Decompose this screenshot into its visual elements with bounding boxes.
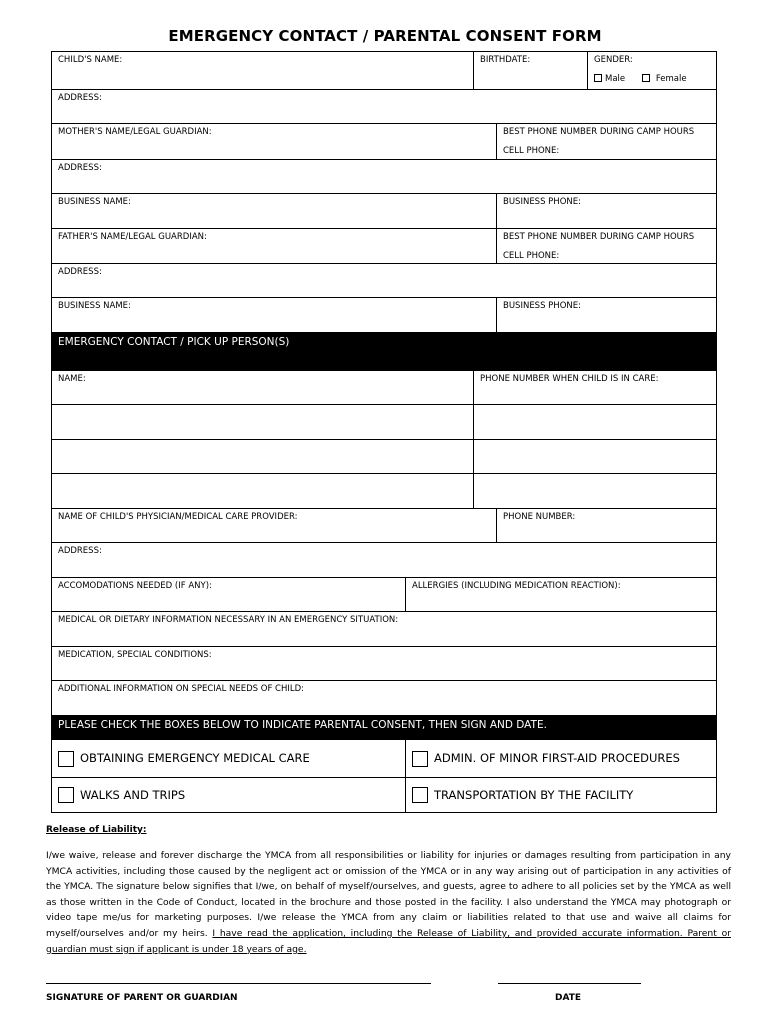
first-aid-checkbox[interactable]	[412, 751, 428, 767]
transportation-label: TRANSPORTATION BY THE FACILITY	[434, 787, 634, 802]
child-row	[52, 52, 716, 90]
physician-phone-field[interactable]	[496, 509, 716, 542]
consent-form	[51, 51, 717, 813]
form-title: EMERGENCY CONTACT / PARENTAL CONSENT FORM	[168, 27, 602, 45]
physician-address-label: ADDRESS:	[58, 546, 102, 556]
first-aid-label: ADMIN. OF MINOR FIRST-AID PROCEDURES	[434, 751, 680, 765]
father-business-row	[52, 298, 716, 333]
mother-cell-phone-label: CELL PHONE:	[503, 146, 560, 156]
mother-business-row	[52, 194, 716, 229]
physician-row	[52, 509, 716, 543]
emergency-name-field-3[interactable]	[52, 440, 473, 473]
date-line[interactable]	[498, 983, 641, 984]
childs-name-field[interactable]	[52, 52, 473, 89]
mother-name-field[interactable]	[52, 124, 496, 159]
signature-label: SIGNATURE OF PARENT OR GUARDIAN	[46, 993, 238, 1003]
emergency-phone-label: PHONE NUMBER WHEN CHILD IS IN CARE:	[480, 374, 659, 384]
release-heading: Release of Liability:	[46, 825, 147, 835]
father-address-field[interactable]	[52, 264, 716, 297]
gender-field	[587, 52, 716, 89]
signature-line[interactable]	[46, 983, 431, 984]
child-address-row	[52, 90, 716, 124]
father-row	[52, 229, 716, 264]
father-address-label: ADDRESS:	[58, 267, 102, 277]
father-cell-phone-label: CELL PHONE:	[503, 251, 560, 261]
physician-phone-label: PHONE NUMBER:	[503, 512, 576, 522]
dietary-row	[52, 612, 716, 647]
emergency-name-field-4[interactable]	[52, 474, 473, 508]
emergency-phone-field[interactable]	[473, 371, 716, 404]
accommodations-label: ACCOMODATIONS NEEDED (IF ANY):	[58, 581, 212, 591]
female-checkbox[interactable]	[642, 74, 650, 82]
medication-field[interactable]	[52, 647, 716, 680]
mother-row	[52, 124, 716, 160]
emergency-care-checkbox[interactable]	[58, 751, 74, 767]
mother-address-row	[52, 160, 716, 194]
special-needs-row	[52, 681, 716, 716]
physician-address-field[interactable]	[52, 543, 716, 577]
dietary-label: MEDICAL OR DIETARY INFORMATION NECESSARY IN AN EMERGENCY SITUATION:	[58, 615, 399, 625]
consent-header: PLEASE CHECK THE BOXES BELOW TO INDICATE PARENTAL CONSENT, THEN SIGN AND DATE.	[52, 716, 716, 740]
child-address-label: ADDRESS:	[58, 93, 102, 103]
emergency-name-label: NAME:	[58, 374, 86, 384]
date-label: DATE	[555, 993, 582, 1003]
walks-trips-checkbox[interactable]	[58, 787, 74, 803]
consent-transportation[interactable]	[405, 778, 716, 812]
father-address-row	[52, 264, 716, 298]
consent-row-1	[52, 740, 716, 778]
emergency-name-field[interactable]	[52, 371, 473, 404]
father-business-name-field[interactable]	[52, 298, 496, 332]
birthdate-field[interactable]	[473, 52, 587, 89]
emergency-contact-row-4	[52, 474, 716, 509]
father-name-field[interactable]	[52, 229, 496, 263]
mother-business-name-label: BUSINESS NAME:	[58, 197, 131, 207]
emergency-phone-field-2[interactable]	[473, 405, 716, 439]
accommodations-row	[52, 578, 716, 612]
dietary-field[interactable]	[52, 612, 716, 646]
emergency-contact-row-2	[52, 405, 716, 440]
mother-address-label: ADDRESS:	[58, 163, 102, 173]
release-text-underlined: I have read the application, including the Release of Liability, and provided accurate information. Parent or guardian must sign if applicant is under 18 years of age.	[46, 927, 731, 955]
father-name-label: FATHER'S NAME/LEGAL GUARDIAN:	[58, 232, 207, 242]
allergies-field[interactable]	[405, 578, 716, 611]
childs-name-label: CHILD'S NAME:	[58, 55, 123, 65]
mother-address-field[interactable]	[52, 160, 716, 193]
father-business-phone-field[interactable]	[496, 298, 716, 332]
medication-row	[52, 647, 716, 681]
release-text: I/we waive, release and forever discharge the YMCA from all responsibilities or liability for injuries or damages resulting from participation in any YMCA activities, including those caused by the negligent act or omission of the YMCA or in any way arising out of participation in any activities of the YMCA. The signature below signifies that I/we, on behalf of myself/ourselves, and guests, agree to adhere to all policies set by the YMCA as well as those written in the Code of Conduct, located in the brochure and those posted in the facility. I also understand the YMCA may photograph or video tape me/us for marketing purposes. I/we release the YMCA from any claim or liabilities related to that use and waive all claims for myself/ourselves and/or my heirs.	[46, 850, 731, 939]
father-business-phone-label: BUSINESS PHONE:	[503, 301, 581, 311]
mother-best-phone-label: BEST PHONE NUMBER DURING CAMP HOURS	[503, 127, 695, 137]
emergency-label-row	[52, 371, 716, 405]
physician-name-field[interactable]	[52, 509, 496, 542]
special-needs-label: ADDITIONAL INFORMATION ON SPECIAL NEEDS OF CHILD:	[58, 684, 305, 694]
emergency-phone-field-4[interactable]	[473, 474, 716, 508]
mother-business-name-field[interactable]	[52, 194, 496, 228]
child-address-field[interactable]	[52, 90, 716, 123]
emergency-phone-field-3[interactable]	[473, 440, 716, 473]
physician-address-row	[52, 543, 716, 578]
male-checkbox[interactable]	[594, 74, 602, 82]
special-needs-field[interactable]	[52, 681, 716, 715]
male-label: Male	[605, 74, 626, 84]
mother-phone-field[interactable]	[496, 124, 716, 159]
emergency-name-field-2[interactable]	[52, 405, 473, 439]
female-label: Female	[655, 74, 687, 84]
birthdate-label: BIRTHDATE:	[480, 55, 531, 65]
transportation-checkbox[interactable]	[412, 787, 428, 803]
emergency-care-label: OBTAINING EMERGENCY MEDICAL CARE	[80, 751, 310, 765]
release-body	[46, 848, 731, 957]
mother-business-phone-field[interactable]	[496, 194, 716, 228]
medication-label: MEDICATION, SPECIAL CONDITIONS:	[58, 650, 212, 660]
gender-label: GENDER:	[594, 55, 633, 65]
emergency-contact-row-3	[52, 440, 716, 474]
accommodations-field[interactable]	[52, 578, 405, 611]
father-best-phone-label: BEST PHONE NUMBER DURING CAMP HOURS	[503, 232, 695, 242]
mother-name-label: MOTHER'S NAME/LEGAL GUARDIAN:	[58, 127, 212, 137]
father-business-name-label: BUSINESS NAME:	[58, 301, 131, 311]
walks-trips-label: WALKS AND TRIPS	[80, 787, 186, 802]
mother-business-phone-label: BUSINESS PHONE:	[503, 197, 581, 207]
consent-emergency-care[interactable]	[52, 740, 405, 777]
father-phone-field[interactable]	[496, 229, 716, 263]
physician-name-label: NAME OF CHILD'S PHYSICIAN/MEDICAL CARE PROVIDER:	[58, 512, 298, 522]
allergies-label: ALLERGIES (INCLUDING MEDICATION REACTION):	[412, 581, 621, 591]
consent-row-2	[52, 778, 716, 812]
consent-first-aid[interactable]	[405, 740, 716, 777]
emergency-contact-header: EMERGENCY CONTACT / PICK UP PERSON(S)	[52, 333, 716, 371]
consent-walks-trips[interactable]	[52, 778, 405, 812]
